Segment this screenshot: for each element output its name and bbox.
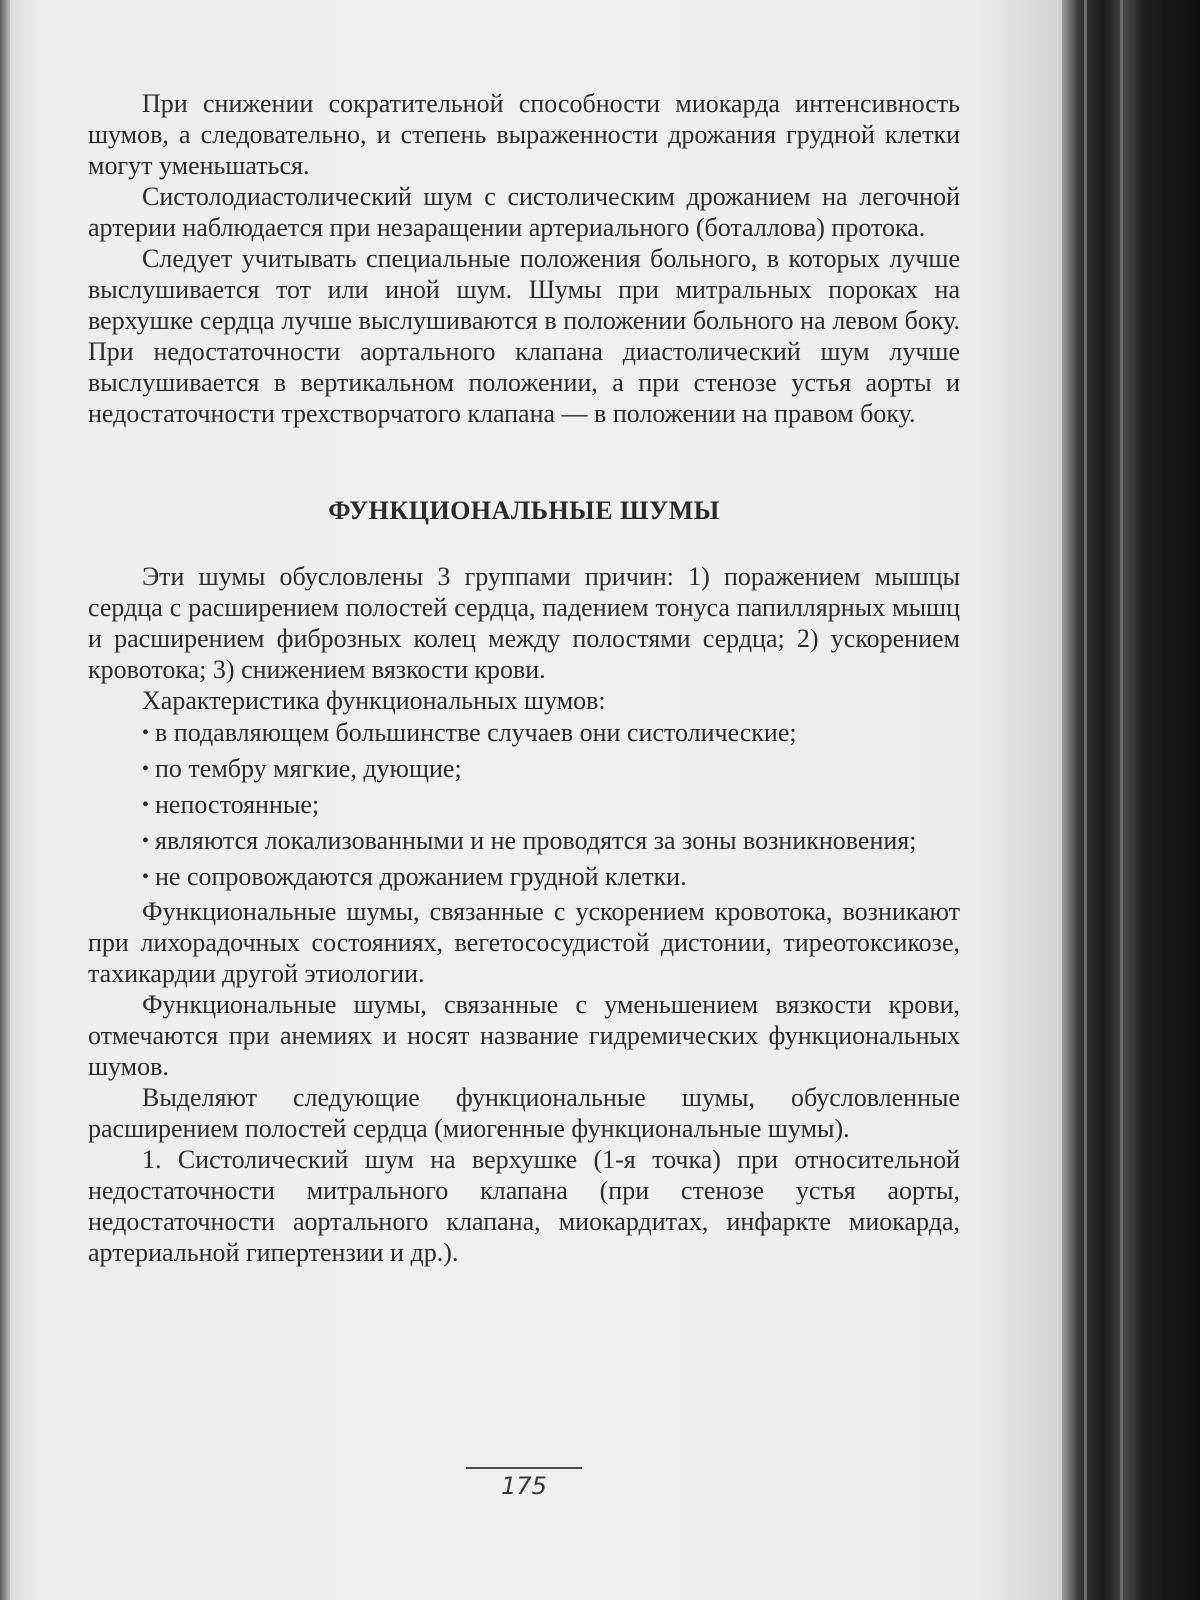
bullet-icon: • <box>142 794 150 816</box>
paragraph: Эти шумы обусловлены 3 группами причин: 1) поражением мышцы сердца с расширением полостей сердца, падением тонуса папиллярных мышц и расширением фиброзных колец между полостями сердца; 2) ускорением кровотока; 3) снижением вязкости крови. <box>88 562 960 684</box>
book-spine <box>1062 0 1200 1600</box>
list-item <box>88 716 960 752</box>
list-item <box>88 824 960 860</box>
bullet-icon: • <box>142 830 150 852</box>
list-item-text: в подавляющем большинстве случаев они систолические; <box>155 718 797 747</box>
list-item-text: по тембру мягкие, дующие; <box>155 754 462 783</box>
list-item-text: непостоянные; <box>155 790 320 819</box>
paragraph: Следует учитывать специальные положения больного, в которых лучше выслушивается тот или иной шум. Шумы при митральных пороках на верхушке сердца лучше выслушиваются в положении больного на левом боку. При недостаточности аортального клапана диастолический шум лучше выслушивается в вертикальном положении, а при стенозе устья аорты и недостаточности трехстворчатого клапана — в положении на правом боку. <box>88 244 960 428</box>
spine-edge-line <box>1120 0 1123 1600</box>
section-spacer <box>88 526 960 561</box>
page-left-edge-shadow <box>0 0 10 1600</box>
bullet-icon: • <box>142 758 150 780</box>
page-number: 175 <box>501 1472 547 1500</box>
list-item-text: не сопровождаются дрожанием грудной клетки. <box>155 862 687 891</box>
list-item <box>88 752 960 788</box>
section-heading: ФУНКЦИОНАЛЬНЫЕ ШУМЫ <box>328 496 720 525</box>
list-item <box>88 788 960 824</box>
spine-edge-line <box>1084 0 1087 1600</box>
section-spacer <box>88 429 960 495</box>
paragraph: Систолодиастолический шум с систолическим дрожанием на легочной артерии наблюдается при незаращении артериального (боталлова) протока. <box>88 182 960 242</box>
page-body <box>88 88 960 1268</box>
paragraph: Выделяют следующие функциональные шумы, обусловленные расширением полостей сердца (миогенные функциональные шумы). <box>88 1083 960 1143</box>
bullet-icon: • <box>142 722 150 744</box>
list-item <box>88 860 960 896</box>
paragraph: Функциональные шумы, связанные с ускорением кровотока, возникают при лихорадочных состояниях, вегетососудистой дистонии, тиреотоксикозе, тахикардии другой этиологии. <box>88 897 960 988</box>
bullet-icon: • <box>142 866 150 888</box>
list-item-text: являются локализованными и не проводятся за зоны возникновения; <box>155 826 917 855</box>
paragraph: Функциональные шумы, связанные с уменьшением вязкости крови, отмечаются при анемиях и носят название гидремических функциональных шумов. <box>88 990 960 1081</box>
list-title: Характеристика функциональных шумов: <box>142 686 606 715</box>
paragraph: 1. Систолический шум на верхушке (1-я точка) при относительной недостаточности митрального клапана (при стенозе устья аорты, недостаточности аортального клапана, миокардитах, инфаркте миокарда, артериальной гипертензии и др.). <box>88 1145 960 1267</box>
paragraph: При снижении сократительной способности миокарда интенсивность шумов, а следовательно, и степень выраженности дрожания грудной клетки могут уменьшаться. <box>88 89 960 180</box>
footer-rule <box>466 1467 582 1469</box>
